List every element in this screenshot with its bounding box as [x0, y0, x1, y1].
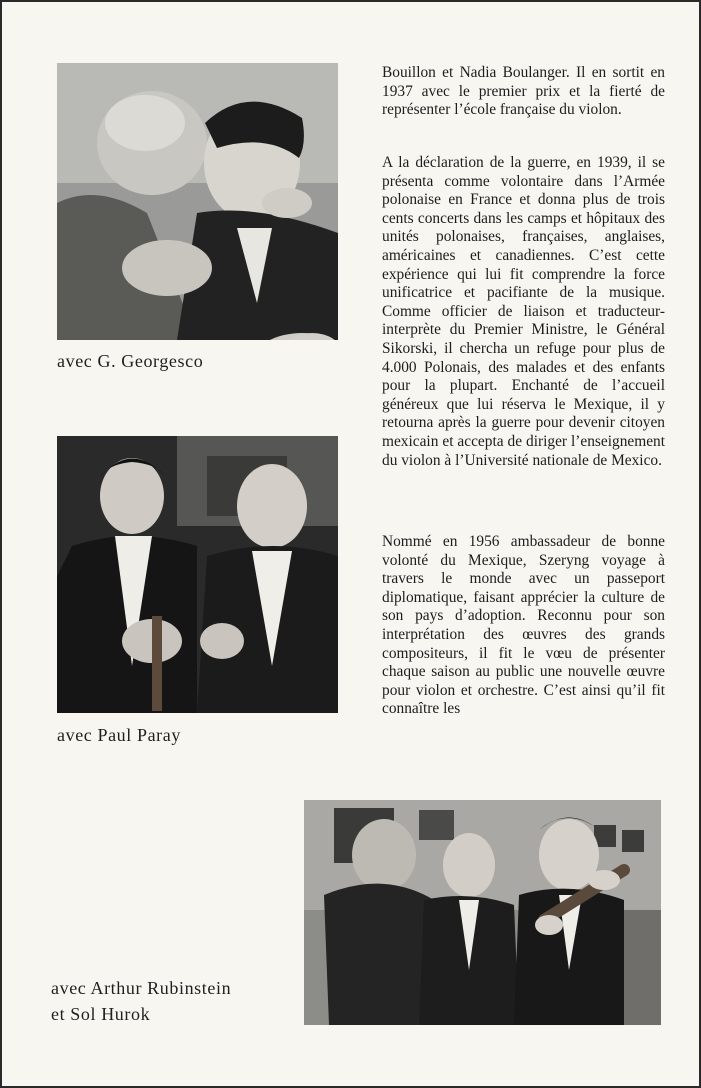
- caption-georgesco: avec G. Georgesco: [57, 351, 204, 371]
- photo-paray-image: [57, 436, 338, 713]
- photo-rubinstein-hurok: [304, 800, 661, 1025]
- photo-georgesco-image: [57, 63, 338, 340]
- text-column-2: [382, 154, 665, 470]
- caption-rubinstein-line2: et Sol Hurok: [51, 1004, 151, 1024]
- caption-rubinstein-hurok: [51, 975, 231, 1027]
- paragraph-3: Nommé en 1956 ambassadeur de bonne volonté du Mexique, Szeryng voyage à travers le monde avec un passeport diplomatique, faisant apprécier la culture de son pays d’adoption. Reconnu pour son interprétation des œuvres des grands compositeurs, il fit le vœu de présenter chaque saison au public une nouvelle œuvre pour violon et orchestre. C’est ainsi qu’il fit connaître les: [382, 533, 665, 718]
- photo-paray: [57, 436, 338, 713]
- photo-rubinstein-image: [304, 800, 661, 1025]
- caption-paray: avec Paul Paray: [57, 725, 181, 745]
- paragraph-2: A la déclaration de la guerre, en 1939, il se présenta comme volontaire dans l’Armée polonaise en France et donna plus de trois cents concerts dans les camps et hôpitaux des unités polonaises, françaises, anglaises, américaines et canadiennes. C’est cette expérience qui lui fit comprendre la force unificatrice et pacifiante de la musique. Comme officier de liaison et traducteur-interprète du Premier Ministre, le Général Sikorski, il chercha un refuge pour plus de 4.000 Polonais, des malades et des enfants pour la plupart. Enchanté de l’accueil généreux que lui réserva le Mexique, il y retourna après la guerre pour devenir citoyen mexicain et accepta de diriger l’enseignement du violon à l’Université nationale de Mexico.: [382, 154, 665, 469]
- caption-rubinstein-line1: avec Arthur Rubinstein: [51, 978, 232, 998]
- text-column: [382, 64, 665, 120]
- paragraph-1: Bouillon et Nadia Boulanger. Il en sortit en 1937 avec le premier prix et la fierté de représenter l’école française du violon.: [382, 64, 665, 119]
- photo-georgesco: [57, 63, 338, 340]
- text-column-3: [382, 533, 665, 719]
